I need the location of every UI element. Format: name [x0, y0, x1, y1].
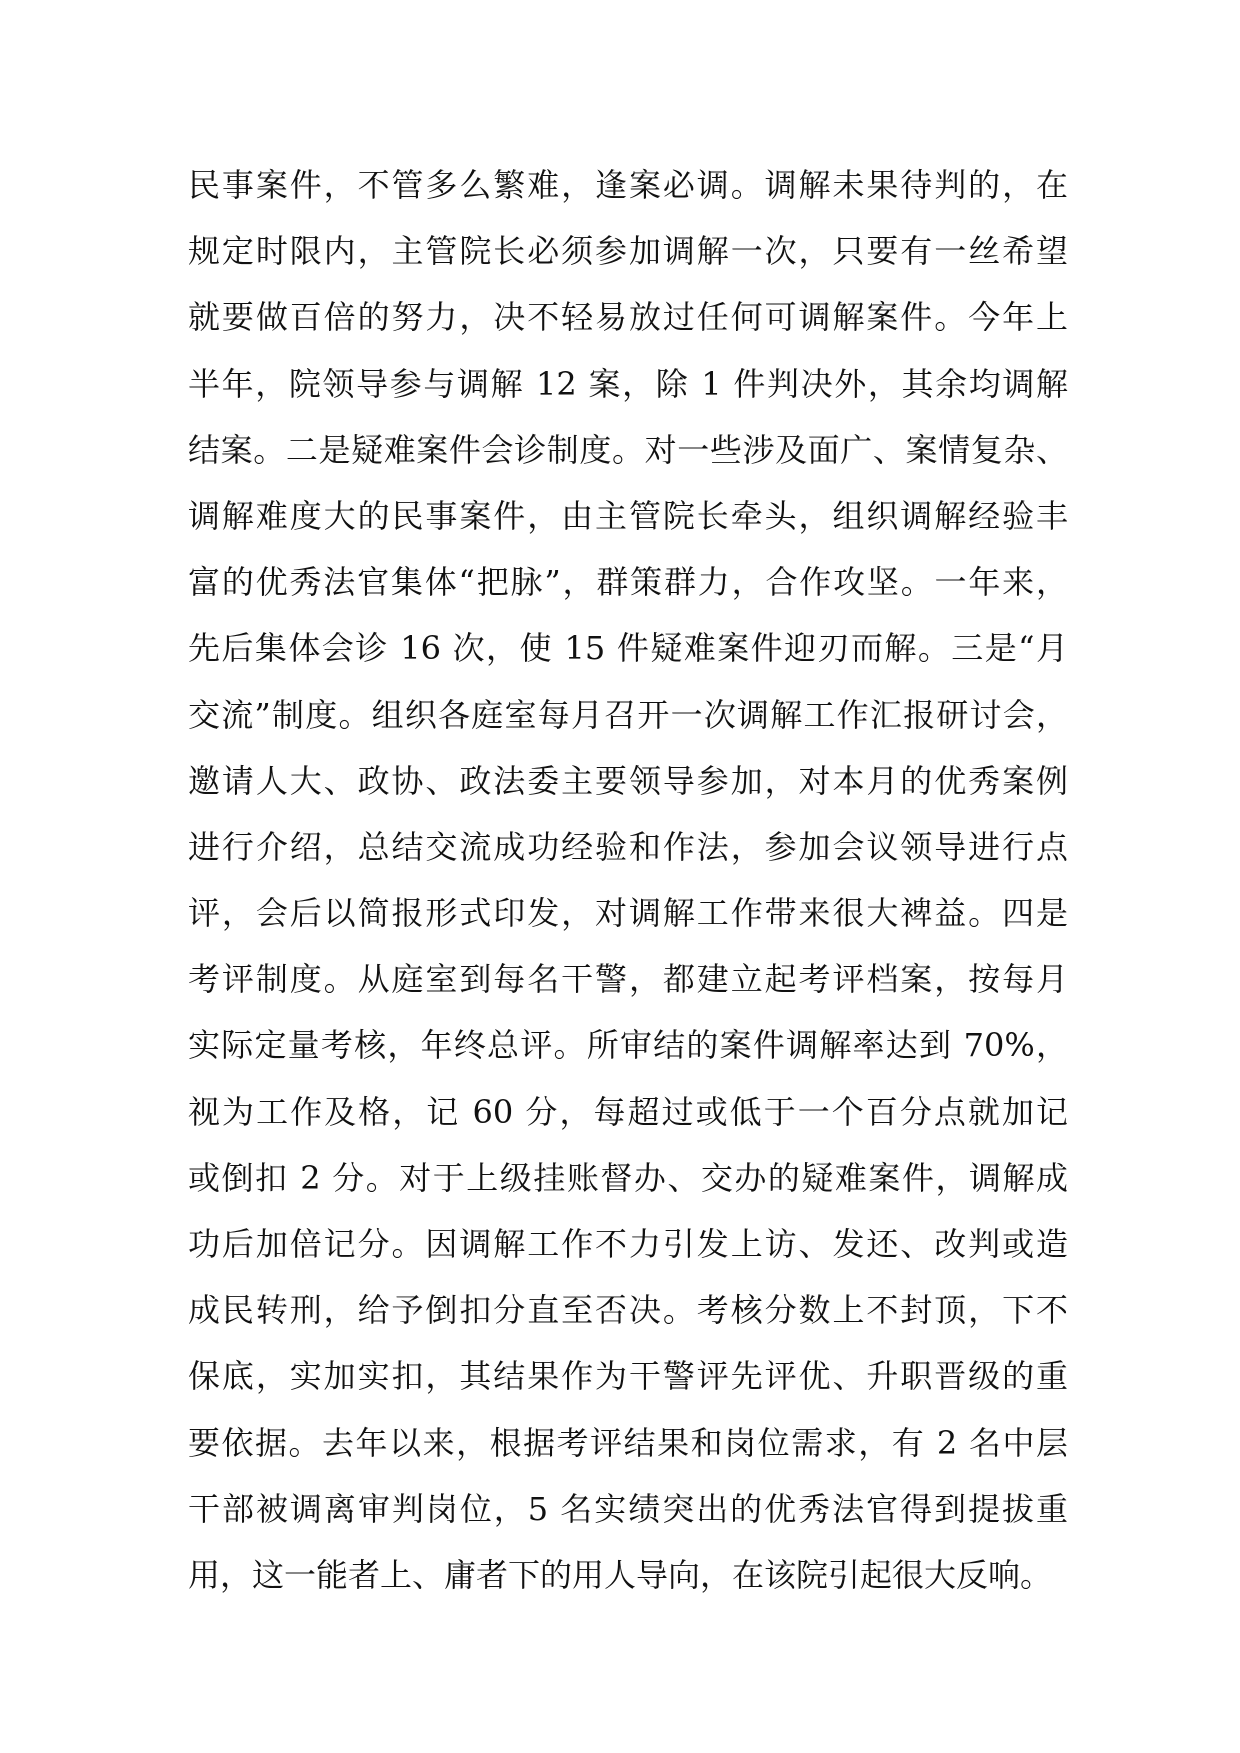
body-paragraph — [188, 152, 1068, 1608]
text-line: 成民转刑，给予倒扣分直至否决。考核分数上不封顶，下不 — [188, 1291, 1068, 1330]
text-line: 半年，院领导参与调解 12 案，除 1 件判决外，其余均调解 — [188, 364, 1068, 403]
text-line: 或倒扣 2 分。对于上级挂账督办、交办的疑难案件，调解成 — [188, 1158, 1068, 1197]
text-line: 视为工作及格，记 60 分，每超过或低于一个百分点就加记 — [188, 1092, 1068, 1131]
text-line: 进行介绍，总结交流成功经验和作法，参加会议领导进行点 — [188, 827, 1068, 866]
text-line: 结案。二是疑难案件会诊制度。对一些涉及面广、案情复杂、 — [188, 430, 1068, 469]
text-line: 就要做百倍的努力，决不轻易放过任何可调解案件。今年上 — [188, 298, 1068, 337]
text-line: 考评制度。从庭室到每名干警，都建立起考评档案，按每月 — [188, 960, 1068, 999]
text-line: 评，会后以简报形式印发，对调解工作带来很大裨益。四是 — [188, 894, 1068, 933]
text-line: 规定时限内，主管院长必须参加调解一次，只要有一丝希望 — [188, 232, 1068, 271]
text-line: 邀请人大、政协、政法委主要领导参加，对本月的优秀案例 — [188, 761, 1068, 800]
text-line: 实际定量考核，年终总评。所审结的案件调解率达到 70%， — [188, 1026, 1068, 1065]
text-line: 富的优秀法官集体“把脉”，群策群力，合作攻坚。一年来， — [188, 563, 1068, 602]
text-line: 交流”制度。组织各庭室每月召开一次调解工作汇报研讨会， — [188, 695, 1068, 734]
text-line: 用，这一能者上、庸者下的用人导向，在该院引起很大反响。 — [188, 1555, 1053, 1594]
text-line: 调解难度大的民事案件，由主管院长牵头，组织调解经验丰 — [188, 496, 1068, 535]
text-line: 功后加倍记分。因调解工作不力引发上访、发还、改判或造 — [188, 1225, 1068, 1263]
text-line: 先后集体会诊 16 次，使 15 件疑难案件迎刃而解。三是“月 — [188, 629, 1068, 668]
text-line: 要依据。去年以来，根据考评结果和岗位需求，有 2 名中层 — [188, 1423, 1068, 1462]
text-line: 保底，实加实扣，其结果作为干警评先评优、升职晋级的重 — [188, 1357, 1068, 1396]
text-line: 干部被调离审判岗位，5 名实绩突出的优秀法官得到提拔重 — [188, 1489, 1068, 1528]
text-line: 民事案件，不管多么繁难，逢案必调。调解未果待判的，在 — [188, 166, 1068, 204]
